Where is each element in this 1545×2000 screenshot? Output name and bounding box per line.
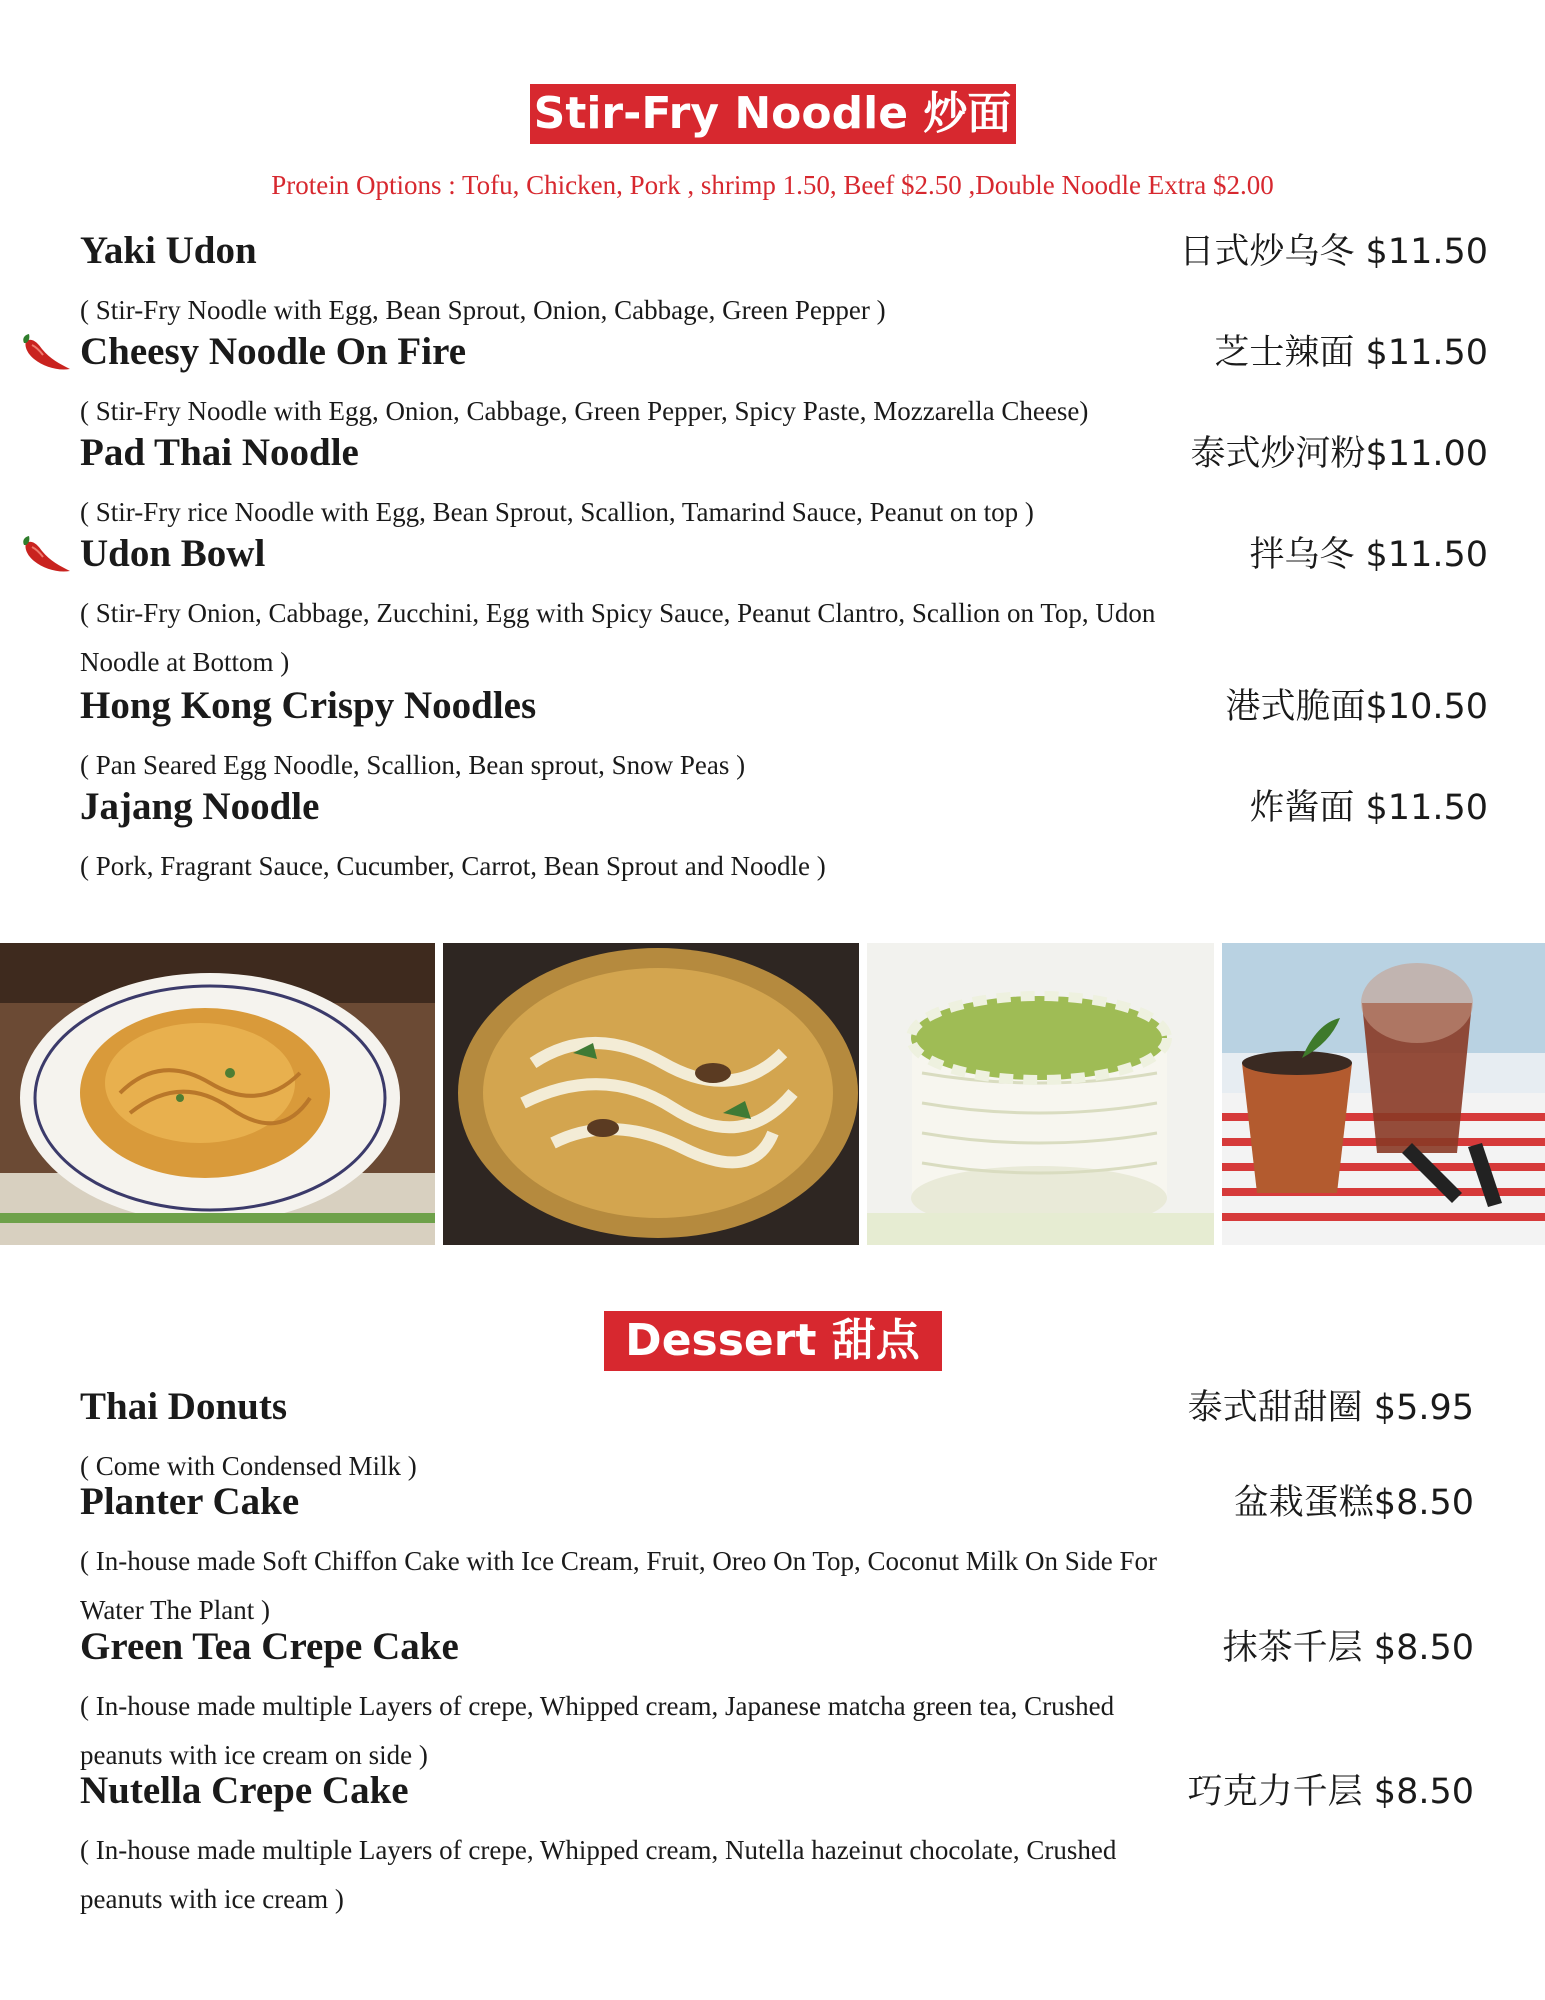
item-price: 抹茶千层 $8.50 xyxy=(1222,1628,1474,1668)
item-description: ( Pork, Fragrant Sauce, Cucumber, Carrot, Bean Sprout and Noodle ) xyxy=(80,851,826,881)
crispy-noodle-plate-photo xyxy=(0,943,435,1245)
item-description: ( In-house made Soft Chiffon Cake with Ice Cream, Fruit, Oreo On Top, Coconut Milk On Side For Water The Plant ) xyxy=(80,1546,1157,1625)
item-name: Thai Donuts xyxy=(80,1385,287,1428)
item-price: 港式脆面$10.50 xyxy=(1225,687,1488,727)
green-tea-crepe-cake-photo xyxy=(867,943,1214,1245)
item-price: 巧克力千层 $8.50 xyxy=(1187,1772,1474,1812)
chili-pepper-icon xyxy=(20,333,72,373)
item-name: Nutella Crepe Cake xyxy=(80,1769,409,1812)
protein-options: Protein Options : Tofu, Chicken, Pork , shrimp 1.50, Beef $2.50 ,Double Noodle Extra $2.00 xyxy=(271,170,1274,200)
planter-cake-photo xyxy=(1222,943,1545,1245)
item-description: ( Stir-Fry Onion, Cabbage, Zucchini, Egg with Spicy Sauce, Peanut Clantro, Scallion on Top, Udon Noodle at Bottom ) xyxy=(80,598,1156,677)
item-price: 日式炒乌冬 $11.50 xyxy=(1179,232,1488,272)
item-description: ( Come with Condensed Milk ) xyxy=(80,1451,417,1481)
udon-bowl-photo xyxy=(443,943,859,1245)
item-description: ( Pan Seared Egg Noodle, Scallion, Bean sprout, Snow Peas ) xyxy=(80,750,746,780)
item-name: Hong Kong Crispy Noodles xyxy=(80,684,537,727)
chili-pepper-icon xyxy=(20,535,72,575)
item-price: 泰式甜甜圈 $5.95 xyxy=(1187,1388,1474,1428)
item-description: ( In-house made multiple Layers of crepe, Whipped cream, Japanese matcha green tea, Crushed peanuts with ice cream on side ) xyxy=(80,1691,1115,1770)
item-name: Udon Bowl xyxy=(80,532,266,575)
item-name: Green Tea Crepe Cake xyxy=(80,1625,459,1668)
item-name: Planter Cake xyxy=(80,1480,300,1523)
item-name: Cheesy Noodle On Fire xyxy=(80,330,467,373)
item-description: ( Stir-Fry Noodle with Egg, Onion, Cabbage, Green Pepper, Spicy Paste, Mozzarella Cheese) xyxy=(80,396,1089,426)
item-price: 芝士辣面 $11.50 xyxy=(1214,333,1488,373)
item-price: 泰式炒河粉$11.00 xyxy=(1190,434,1488,474)
item-description: ( In-house made multiple Layers of crepe, Whipped cream, Nutella hazeinut chocolate, Crushed peanuts with ice cream ) xyxy=(80,1835,1117,1914)
item-name: Jajang Noodle xyxy=(80,785,320,828)
item-description: ( Stir-Fry rice Noodle with Egg, Bean Sprout, Scallion, Tamarind Sauce, Peanut on top ) xyxy=(80,497,1034,527)
noodle-section-title: Stir-Fry Noodle 炒面 xyxy=(530,84,1016,144)
item-name: Pad Thai Noodle xyxy=(80,431,359,474)
dessert-section-title: Dessert 甜点 xyxy=(604,1311,942,1371)
food-photo-strip xyxy=(0,943,1545,1245)
item-name: Yaki Udon xyxy=(80,229,257,272)
item-price: 炸酱面 $11.50 xyxy=(1249,788,1488,828)
item-price: 盆栽蛋糕$8.50 xyxy=(1233,1483,1474,1523)
item-price: 拌乌冬 $11.50 xyxy=(1249,535,1488,575)
item-description: ( Stir-Fry Noodle with Egg, Bean Sprout, Onion, Cabbage, Green Pepper ) xyxy=(80,295,886,325)
